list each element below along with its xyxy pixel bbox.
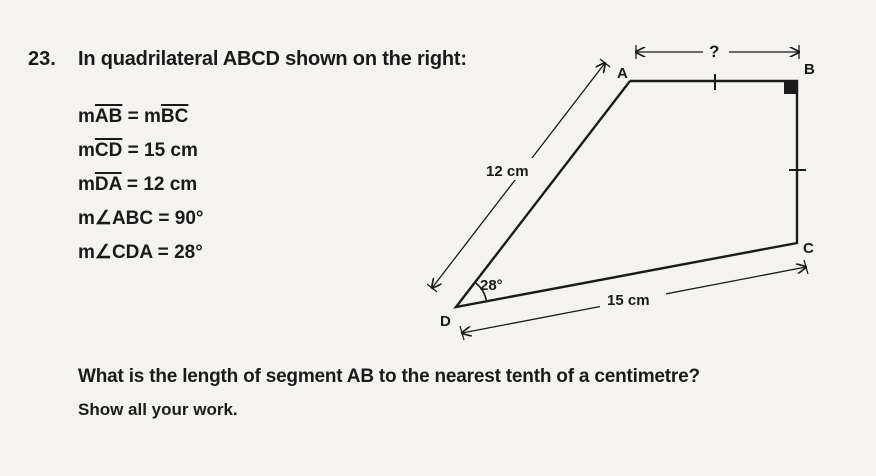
vertex-label-d: D [440, 313, 451, 330]
right-angle-marker [784, 81, 797, 94]
side-label-cd: 15 cm [607, 292, 650, 309]
given-relation: = [152, 242, 175, 263]
given-prefix: m∠ [78, 208, 112, 229]
side-label-da: 12 cm [486, 163, 529, 180]
vertex-label-c: C [803, 240, 814, 257]
given-prefix: m [78, 106, 95, 127]
segment-name: $\overline{CD}$ [94, 140, 123, 161]
given-prefix: m [78, 174, 95, 195]
segment-name: $\overline{BC}$ [160, 106, 189, 127]
question-number: 23. [28, 48, 56, 70]
given-relation: = [121, 174, 144, 195]
given-value: 15 cm [144, 140, 198, 161]
given-prefix: m∠ [78, 242, 112, 263]
instruction-text: Show all your work. [78, 400, 238, 419]
angle-name: ABC [111, 208, 154, 229]
angle-label-d: 28° [480, 277, 503, 294]
given-relation: = [153, 208, 175, 229]
given-value: 90° [174, 208, 204, 229]
given-relation: = m [122, 106, 161, 127]
given-relation: = [122, 140, 145, 161]
segment-name: $\overline{AB}$ [94, 106, 123, 127]
vertex-label-b: B [804, 61, 815, 78]
angle-name: CDA [111, 242, 153, 263]
quadrilateral-outline [456, 81, 797, 307]
unknown-length-label-ab: ? [709, 42, 720, 61]
question-prompt: In quadrilateral ABCD shown on the right: [78, 48, 467, 70]
segment-name: $\overline{DA}$ [94, 174, 122, 195]
vertex-label-a: A [617, 65, 628, 82]
given-value: 28° [174, 242, 203, 263]
given-value: 12 cm [143, 174, 198, 195]
given-prefix: m [78, 140, 95, 161]
question-text: What is the length of segment AB to the nearest tenth of a centimetre? [78, 366, 700, 387]
